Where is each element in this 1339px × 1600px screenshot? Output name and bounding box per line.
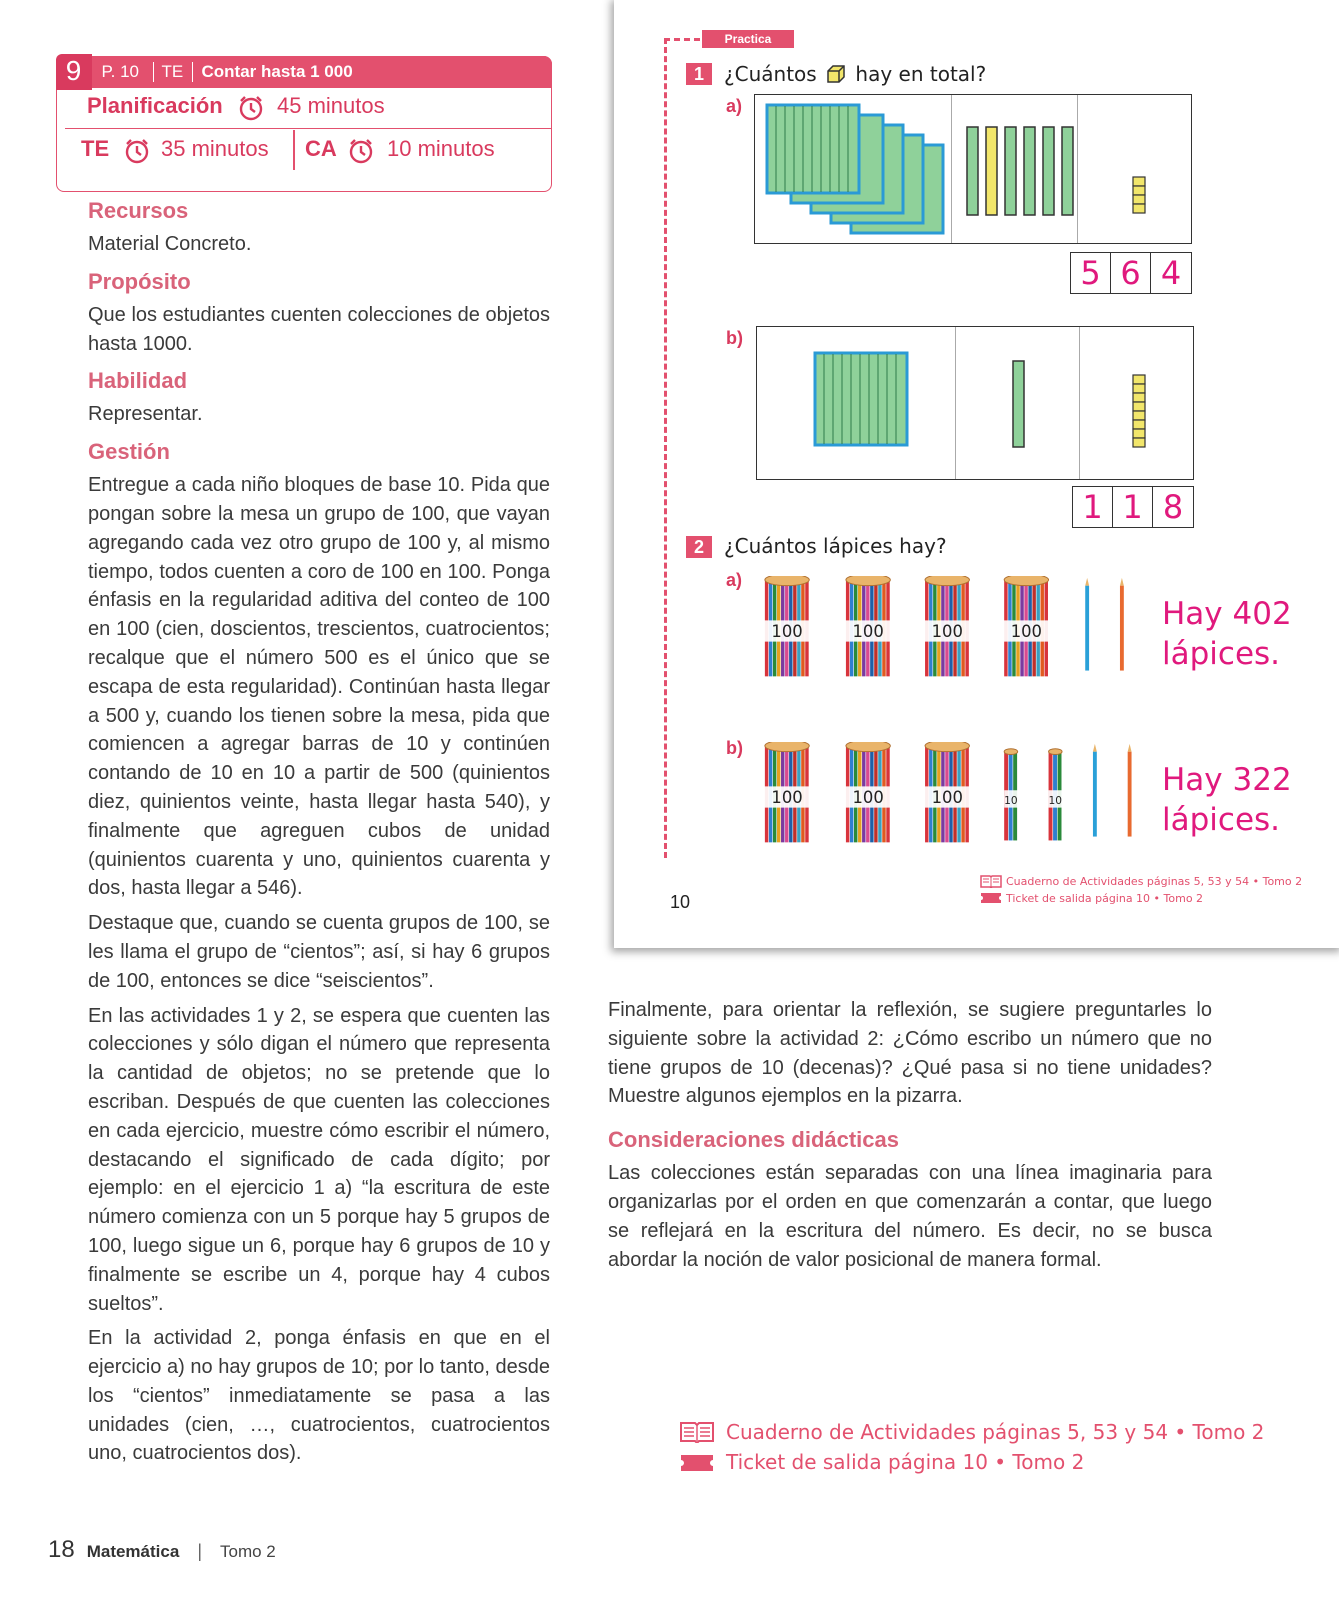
- book-footnote-ticket-text: Ticket de salida página 10 • Tomo 2: [1006, 892, 1204, 905]
- bundle-label: 100: [931, 787, 963, 807]
- book-footnote-cuaderno-text: Cuaderno de Actividades páginas 5, 53 y 54 • Tomo 2: [1006, 875, 1303, 888]
- digit: 6: [1111, 253, 1151, 293]
- answer-digits-1a: [1070, 252, 1192, 294]
- base-ten-blocks-1a: [755, 95, 1191, 243]
- footnote-cuaderno: [680, 1420, 1264, 1444]
- question-1-text: [724, 62, 986, 86]
- gestion-paragraph-4: En la actividad 2, ponga énfasis en que en el ejercicio a) no hay grupos de 10; por lo tanto, desde los “cientos” inmediatamente se pasa a las unidades (cien, …, cuatrocientos, cuatrocientos uno, cuatrocientos dos).: [88, 1327, 550, 1465]
- digit: 1: [1073, 487, 1113, 527]
- book-page-number: 10: [670, 892, 691, 912]
- ten-rods: [967, 127, 1073, 215]
- proposito-text: Que los estudiantes cuenten colecciones de objetos hasta 1000.: [88, 303, 550, 355]
- answer-2b-line-1: Hay 322: [1162, 762, 1292, 798]
- subject-label: Matemática: [86, 1542, 180, 1561]
- bundle-label: 100: [931, 621, 963, 641]
- gestion-paragraph-3: En las actividades 1 y 2, se espera que cuenten las colecciones y sólo digan el número que representa la cantidad de objetos; no se pretende que lo escriban. Después de que cuenten las colecciones en cada ejercicio, muestre cómo escribir el número, destacando el significado de cada dígito; por ejemplo: en el ejercicio 1 a) “la escritura de este número comienza con un 5 porque hay 5 grupos de 100, luego sigue un 6, porque hay 6 grupos de 10 y finalmente se escribe un 4, porque hay 4 cubos sueltos”.: [88, 1004, 550, 1315]
- clock-icon: [347, 137, 375, 165]
- question-1-badge: 1: [686, 63, 712, 85]
- consideraciones-paragraph: Las colecciones están separadas con una línea imaginaria para organizarlas por el orden en que comenzarán a contar, que luego se reflejará en la escritura del número. Es decir, no se busca abordar la noción de valor posicional de manera formal.: [608, 1162, 1212, 1271]
- time-split-row: [65, 130, 551, 170]
- gestion-paragraph-1: Entregue a cada niño bloques de base 10. Pida que pongan sobre la mesa un grupo de 100, que vayan agregando cada vez otro grupo de 100 y, al mismo tiempo, todos cuenten a coro de 100 en 100. Ponga énfasis en la regularidad aditiva del conteo de 100 en 100 (cien, doscientos, trescientos, cuatrocientos; recalque que el número 500 es el único que se escapa de esta regularidad). Continúan hasta llegar a 500 y, cuando los tienen sobre la mesa, pida que comiencen a agregar barras de 10 y continúen contando de 10 en 10 a partir de 500 (quinientos diez, quinientos veinte, hasta llegar hasta 540), y finalmente que agreguen cubos de unidad (quinientos cuarenta y uno, quinientos cuarenta y dos, hasta llegar a 546).: [88, 474, 550, 900]
- single-pencil: [1128, 744, 1132, 837]
- te-tag: TE: [161, 61, 184, 81]
- question-1-text-b: hay en total?: [855, 62, 987, 86]
- habilidad-heading: Habilidad: [88, 368, 188, 394]
- single-pencil: [1085, 578, 1089, 671]
- right-column: [608, 996, 1212, 1274]
- unit-cubes: [1133, 375, 1145, 447]
- recursos-heading: Recursos: [88, 198, 189, 223]
- bundle-label: 100: [1010, 621, 1043, 641]
- book-icon: [680, 1421, 714, 1443]
- pencil-bundles-2b: [754, 742, 1154, 852]
- ten-rod: [1013, 361, 1024, 447]
- reflection-paragraph: Finalmente, para orientar la reflexión, se sugiere preguntarles lo siguiente sobre la actividad 2: ¿Cómo escribo un número que no tiene grupos de 10 (decenas)? ¿Qué pasa si no tiene unidades? Muestre algunos ejemplos en la pizarra.: [608, 999, 1212, 1108]
- bundle-label: 100: [771, 787, 803, 807]
- ca-time: 10 minutos: [387, 136, 495, 161]
- bundle-label: 100: [852, 787, 884, 807]
- question-2-text: ¿Cuántos lápices hay?: [724, 534, 947, 558]
- page-ref: P. 10: [101, 61, 140, 81]
- bundle-label: 100: [771, 621, 803, 641]
- single-pencil: [1120, 578, 1124, 671]
- book-footnote-cuaderno: [980, 874, 1302, 888]
- consideraciones-heading: Consideraciones didácticas: [608, 1127, 899, 1153]
- bundle-label: 10: [1048, 793, 1063, 807]
- ticket-icon: [980, 892, 1002, 904]
- practica-tag: Practica: [702, 30, 794, 48]
- label-1a: a): [726, 96, 743, 116]
- cube-icon: [825, 64, 847, 84]
- label-2b: b): [726, 738, 743, 758]
- clock-icon: [123, 137, 151, 165]
- question-1-text-a: ¿Cuántos: [724, 62, 817, 86]
- page-footer: [48, 1536, 276, 1564]
- bundle-label: 10: [1004, 793, 1018, 807]
- page-number: 18: [48, 1536, 75, 1563]
- single-pencil: [1093, 744, 1097, 837]
- unit-cubes: [1133, 177, 1145, 213]
- answer-2a-line-1: Hay 402: [1162, 596, 1292, 632]
- lesson-number: 9: [56, 54, 92, 90]
- answer-2b-line-2: lápices.: [1162, 802, 1281, 838]
- left-column: [88, 188, 550, 1474]
- footnote-cuaderno-text: Cuaderno de Actividades páginas 5, 53 y 54 • Tomo 2: [726, 1420, 1265, 1444]
- answer-2b: [1162, 760, 1292, 840]
- digit: 5: [1071, 253, 1111, 293]
- ca-label: CA: [305, 136, 337, 161]
- textbook-page: [614, 0, 1339, 948]
- book-icon: [980, 874, 1002, 888]
- answer-2a-line-2: lápices.: [1162, 636, 1281, 672]
- answer-2a: [1162, 594, 1292, 674]
- tomo-label: Tomo 2: [220, 1542, 276, 1561]
- clock-icon: [237, 94, 265, 122]
- hundred-flats: [767, 105, 943, 233]
- gestion-heading: Gestión: [88, 439, 170, 465]
- te-time: 35 minutos: [161, 136, 269, 161]
- pencil-bundles-2a: [754, 576, 1154, 686]
- footnote-ticket: [680, 1450, 1084, 1474]
- ticket-icon: [680, 1454, 714, 1472]
- panel-1b: [756, 326, 1194, 480]
- label-2a: a): [726, 570, 743, 590]
- habilidad-text: Representar.: [88, 403, 203, 426]
- header-title-bar: [56, 56, 552, 88]
- gestion-paragraph-2: Destaque que, cuando se cuenta grupos de 100, se les llama el grupo de “cientos”; así, si hay 6 grupos de 100, entonces se dice “seiscientos”.: [88, 912, 550, 992]
- footer-separator: |: [197, 1541, 202, 1561]
- te-label: TE: [81, 136, 110, 161]
- question-2-badge: 2: [686, 536, 712, 558]
- footnote-ticket-text: Ticket de salida página 10 • Tomo 2: [726, 1450, 1085, 1474]
- label-1b: b): [726, 328, 743, 348]
- panel-1a: [754, 94, 1192, 244]
- proposito-heading: Propósito: [88, 268, 191, 294]
- lesson-header: [56, 56, 552, 192]
- recursos-text: Material Concreto.: [88, 233, 252, 255]
- practice-dashed-line: [664, 38, 667, 858]
- planning-label: Planificación: [87, 93, 223, 118]
- book-footnote-ticket: [980, 892, 1203, 905]
- digit: 8: [1162, 488, 1184, 526]
- lesson-title: Contar hasta 1 000: [201, 61, 353, 81]
- planning-time: 45 minutos: [277, 93, 385, 118]
- digit: 1: [1113, 487, 1153, 527]
- answer-digits-1b: [1072, 486, 1194, 528]
- digit: 4: [1160, 254, 1182, 292]
- bundle-label: 100: [852, 621, 884, 641]
- planning-row: [65, 89, 551, 129]
- base-ten-blocks-1b: [757, 327, 1193, 479]
